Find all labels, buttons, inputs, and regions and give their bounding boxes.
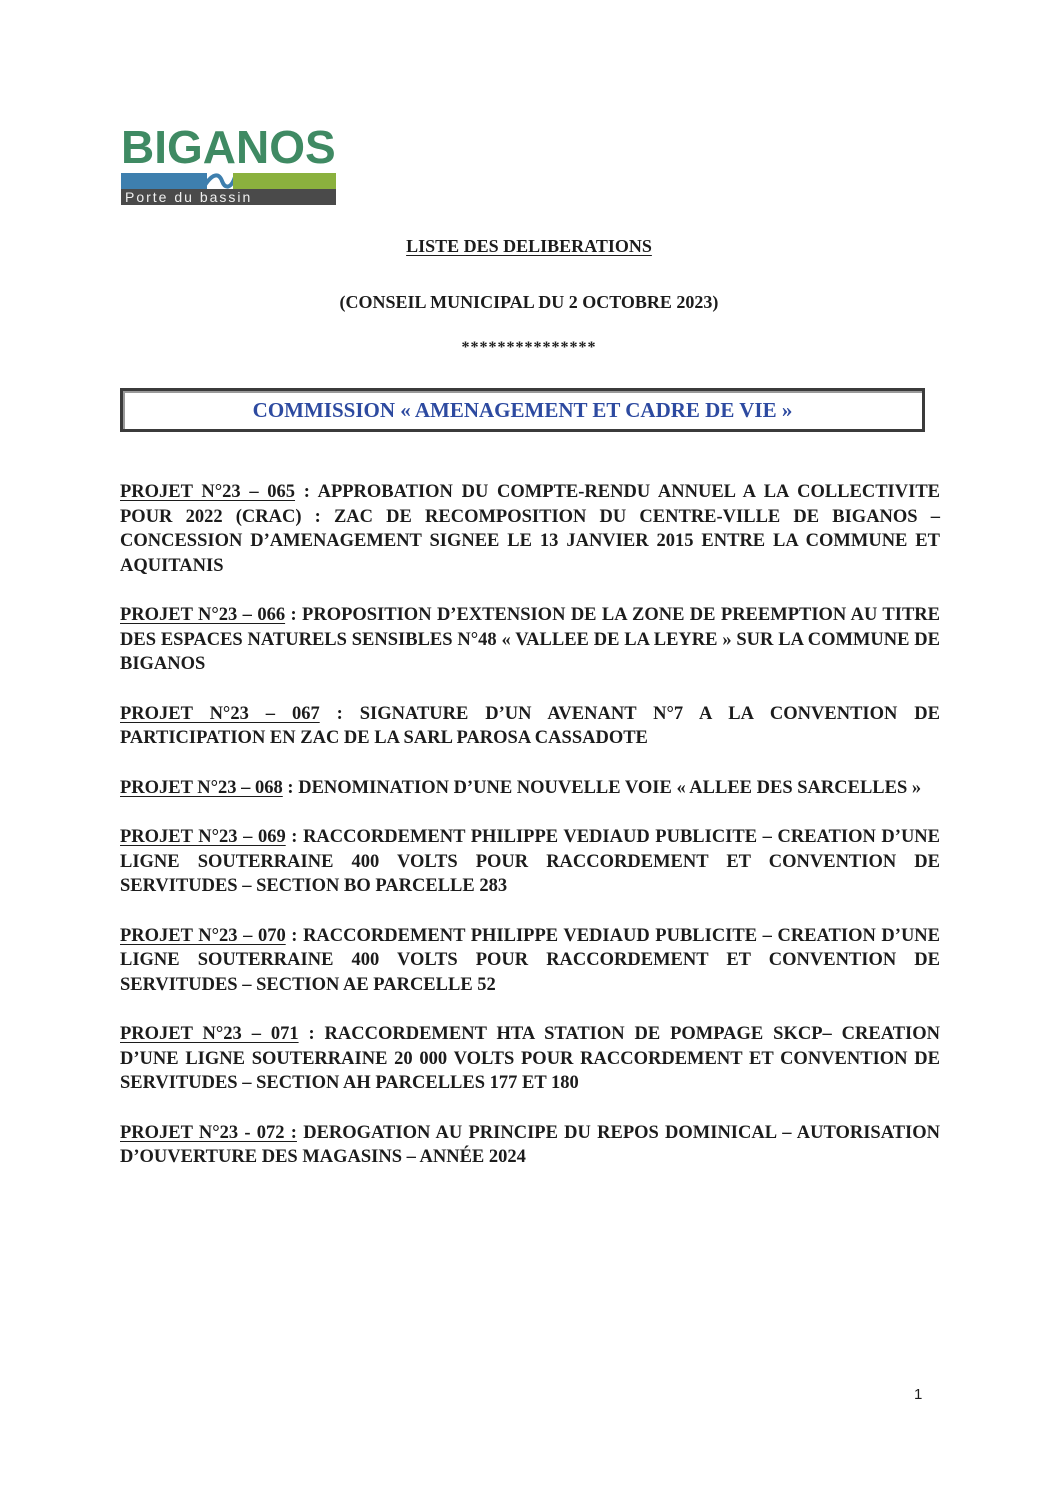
- project-separator: :: [285, 827, 304, 847]
- project-item: [120, 1121, 940, 1170]
- logo-wave-icon: [205, 171, 235, 191]
- document-title: LISTE DES DELIBERATIONS: [406, 236, 652, 256]
- project-text: APPROBATION DU COMPTE-RENDU ANNUEL A LA COLLECTIVITE POUR 2022 (CRAC) : ZAC DE RECOMPOSITION DU CENTRE-VILLE DE BIGANOS – CONCESSION D’AMENAGEMENT SIGNEE LE 13 JANVIER 2015 ENTRE LA COMMUNE ET AQUITANIS: [120, 482, 940, 576]
- commission-box: [120, 388, 925, 432]
- project-item: [120, 480, 940, 578]
- project-item: [120, 603, 940, 677]
- project-separator: :: [298, 1024, 325, 1044]
- project-item: [120, 1022, 940, 1096]
- project-ref: PROJET N°23 – 071: [120, 1024, 299, 1044]
- logo-blue-band: [121, 173, 207, 189]
- project-text: PROPOSITION D’EXTENSION DE LA ZONE DE PREEMPTION AU TITRE DES ESPACES NATURELS SENSIBLES N°48 « VALLEE DE LA LEYRE » SUR LA COMMUNE DE BIGANOS: [120, 605, 941, 674]
- logo-wordmark: BIGANOS: [121, 121, 336, 173]
- project-item: [120, 825, 940, 899]
- project-text: DEROGATION AU PRINCIPE DU REPOS DOMINICAL – AUTORISATION D’OUVERTURE DES MAGASINS – ANNÉE 2024: [120, 1122, 941, 1167]
- project-item: [120, 776, 940, 801]
- project-ref: PROJET N°23 – 066: [120, 605, 286, 625]
- project-ref: PROJET N°23 – 068: [120, 777, 283, 798]
- project-ref: PROJET N°23 – 069: [120, 827, 286, 847]
- project-text: SIGNATURE D’UN AVENANT N°7 A LA CONVENTION DE PARTICIPATION EN ZAC DE LA SARL PAROSA CASSADOTE: [120, 703, 941, 748]
- page-number: 1: [914, 1386, 923, 1403]
- project-ref: PROJET N°23 – 067: [120, 703, 320, 724]
- project-separator: :: [285, 605, 303, 625]
- project-item: [120, 702, 940, 751]
- project-ref: PROJET N°23 – 065: [120, 482, 296, 502]
- project-item: [120, 924, 940, 998]
- document-subtitle: (CONSEIL MUNICIPAL DU 2 OCTOBRE 2023): [339, 292, 719, 312]
- logo-tagline: Porte du bassin: [121, 189, 336, 205]
- project-separator: :: [282, 777, 299, 798]
- project-separator: :: [319, 703, 360, 724]
- logo-green-band: [233, 173, 336, 189]
- project-ref: PROJET N°23 – 070: [120, 925, 286, 946]
- biganos-logo: [121, 121, 336, 205]
- projects-list: [120, 480, 940, 1170]
- project-ref: PROJET N°23 - 072 :: [120, 1122, 297, 1143]
- project-text: RACCORDEMENT PHILIPPE VEDIAUD PUBLICITE – CREATION D’UNE LIGNE SOUTERRAINE 400 VOLTS POUR RACCORDEMENT ET CONVENTION DE SERVITUDES – SECTION BO PARCELLE 283: [120, 827, 941, 896]
- project-text: RACCORDEMENT PHILIPPE VEDIAUD PUBLICITE – CREATION D’UNE LIGNE SOUTERRAINE 400 VOLTS POUR RACCORDEMENT ET CONVENTION DE SERVITUDES – SECTION AE PARCELLE 52: [120, 925, 941, 995]
- project-separator: :: [285, 925, 304, 946]
- commission-title: COMMISSION « AMENAGEMENT ET CADRE DE VIE »: [252, 397, 793, 422]
- project-text: RACCORDEMENT HTA STATION DE POMPAGE SKCP– CREATION D’UNE LIGNE SOUTERRAINE 20 000 VOLTS POUR RACCORDEMENT ET CONVENTION DE SERVITUDES – SECTION AH PARCELLES 177 ET 180: [120, 1024, 940, 1093]
- separator-stars: ***************: [461, 339, 597, 356]
- project-separator: :: [295, 482, 318, 502]
- project-text: DENOMINATION D’UNE NOUVELLE VOIE « ALLEE DES SARCELLES »: [298, 777, 922, 798]
